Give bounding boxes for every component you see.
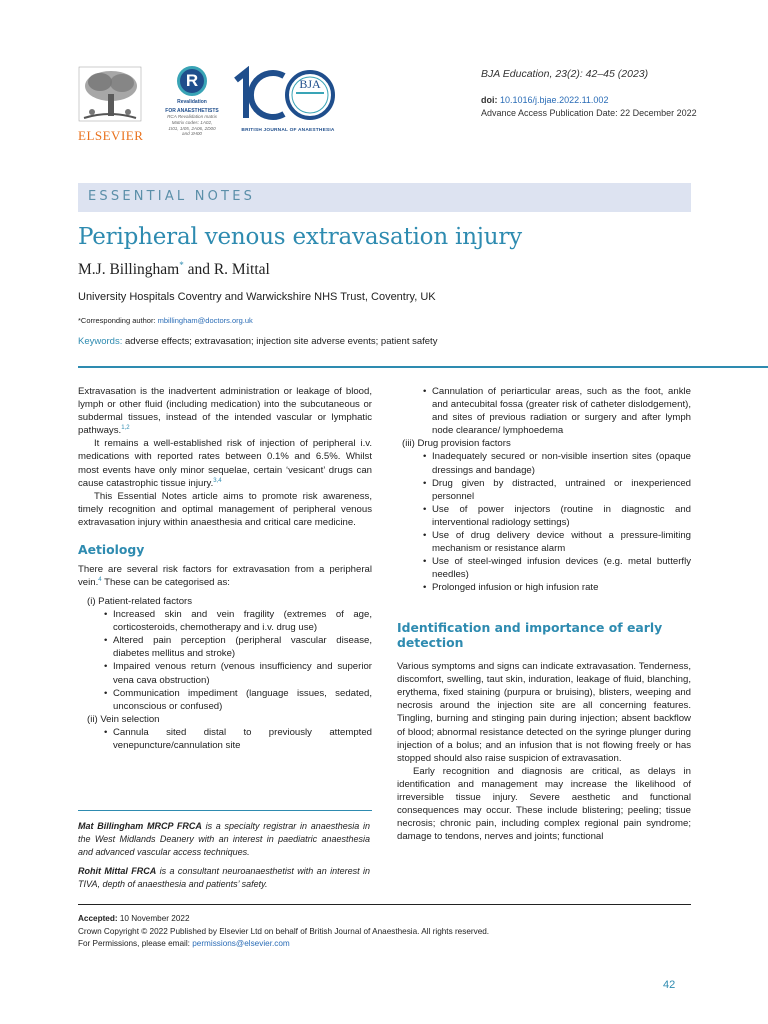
bio-name: Mat Billingham MRCP FRCA bbox=[78, 821, 202, 831]
section-banner bbox=[78, 183, 691, 212]
revalidation-line: Matrix codes: 1A02, bbox=[171, 119, 213, 125]
permissions-line: For Permissions, please email: permissions@elsevier.com bbox=[78, 939, 290, 949]
page-number: 42 bbox=[663, 979, 676, 991]
author-bio: Rohit Mittal FRCA is a consultant neuroanaesthetist with an interest in TIVA, depth of anaesthesia and patients’ safety. bbox=[78, 866, 370, 890]
accepted-line: Accepted: 10 November 2022 bbox=[78, 914, 190, 923]
keywords-rule bbox=[78, 366, 768, 368]
corresponding-prefix: *Corresponding author: bbox=[78, 316, 158, 325]
risk-list bbox=[423, 450, 691, 594]
keywords-label: Keywords: bbox=[78, 336, 123, 347]
permissions-email-link[interactable]: permissions@elsevier.com bbox=[192, 939, 290, 949]
author-first: M.J. Billingham bbox=[78, 261, 180, 279]
affiliation: University Hospitals Coventry and Warwickshire NHS Trust, Coventry, UK bbox=[78, 291, 436, 303]
heading-aetiology: Aetiology bbox=[78, 542, 145, 558]
author-bio: Mat Billingham MRCP FRCA is a specialty registrar in anaesthesia in the West Midlands Deanery with an interest in paediatric anaesthesia and advanced vascular access techniques. bbox=[78, 821, 370, 858]
risk-group-label: (ii) Vein selection bbox=[87, 713, 160, 725]
keywords bbox=[78, 336, 437, 347]
elsevier-tree-icon bbox=[78, 66, 142, 122]
elsevier-logo bbox=[78, 66, 144, 143]
list-item: • Communication impediment (language issues, sedated, unconscious or confused) bbox=[104, 687, 372, 713]
section-banner-label: ESSENTIAL NOTES bbox=[88, 189, 256, 204]
corresponding-email-link[interactable]: mbillingham@doctors.org.uk bbox=[157, 316, 253, 325]
footer bbox=[78, 913, 691, 951]
list-item: • Use of steel-winged infusion devices (e.g. metal butterfly needles) bbox=[423, 555, 691, 581]
right-column bbox=[397, 385, 691, 843]
risk-list bbox=[104, 608, 372, 713]
list-item: • Prolonged infusion or high infusion rate bbox=[423, 581, 691, 594]
left-column bbox=[78, 385, 372, 752]
corresponding-star[interactable]: * bbox=[179, 260, 184, 270]
list-item: • Cannula sited distal to previously attempted venepuncture/cannulation site bbox=[104, 726, 372, 752]
intro-paragraph: This Essential Notes article aims to promote risk awareness, timely recognition and optimal management of peripheral venous extravasation injury within anaesthesia and critical care medicine. bbox=[78, 490, 372, 528]
journal-citation: BJA Education, 23(2): 42–45 (2023) bbox=[481, 68, 649, 80]
list-item: • Use of drug delivery device without a pressure-limiting mechanism or resistance alarm bbox=[423, 529, 691, 555]
keywords-list: adverse effects; extravasation; injection site adverse events; patient safety bbox=[125, 336, 438, 347]
citation-ref[interactable]: 3,4 bbox=[213, 477, 222, 484]
copyright-line: Crown Copyright © 2022 Published by Elsevier Ltd on behalf of British Journal of Anaesthesia. All rights reserved. bbox=[78, 926, 490, 936]
revalidation-title: Revalidation bbox=[177, 99, 207, 105]
author-line bbox=[78, 260, 270, 279]
bja-caption: BRITISH JOURNAL OF ANAESTHESIA bbox=[241, 128, 335, 133]
revalidation-r-icon: R bbox=[177, 66, 207, 96]
accepted-label: Accepted: bbox=[78, 914, 118, 923]
journal-reference bbox=[481, 68, 721, 118]
bja-100-logo bbox=[232, 66, 344, 136]
citation-ref[interactable]: 4 bbox=[98, 576, 102, 583]
list-item: • Increased skin and vein fragility (extremes of age, corticosteroids, chemotherapy and i.v. drug use) bbox=[104, 608, 372, 634]
risk-group-label: (i) Patient-related factors bbox=[87, 596, 193, 608]
list-item: • Cannulation of periarticular areas, such as the foot, ankle and antecubital fossa (greater risk of catheter dislodgement), and sites of previous radiation or surgery and after lymph node clearance/ lymphoedema bbox=[423, 385, 691, 437]
citation-ref[interactable]: 1,2 bbox=[121, 425, 130, 432]
revalidation-line: and 3H00 bbox=[182, 131, 202, 137]
doi-label: doi: bbox=[481, 95, 498, 105]
bja-100-icon bbox=[232, 66, 344, 122]
footer-rule bbox=[78, 904, 691, 905]
author-bios bbox=[78, 820, 370, 891]
list-item: • Impaired venous return (venous insufficiency and superior vena cava obstruction) bbox=[104, 660, 372, 686]
svg-text:BJA: BJA bbox=[299, 77, 321, 91]
advance-access-date: Advance Access Publication Date: 22 December 2022 bbox=[481, 108, 697, 118]
intro-paragraph: Extravasation is the inadvertent administration or leakage of blood, lymph or other fluid (including medication) into the subcutaneous or subdermal tissues, instead of the intended vascular or lymphatic pathways.$^{1,2}$ bbox=[78, 386, 372, 437]
revalidation-line: 1I01, 1I05, 2A06, 2D00 bbox=[168, 125, 216, 131]
list-item: • Altered pain perception (peripheral vascular disease, diabetes mellitus and stroke) bbox=[104, 634, 372, 660]
aetiology-paragraph: There are several risk factors for extravasation from a peripheral vein.$^4$ These can be categorised as: bbox=[78, 563, 372, 588]
revalidation-logo bbox=[163, 66, 221, 148]
bio-rule bbox=[78, 810, 372, 811]
doi-link[interactable]: 10.1016/j.bjae.2022.11.002 bbox=[500, 95, 609, 105]
list-item: • Drug given by distracted, untrained or inexperienced personnel bbox=[423, 477, 691, 503]
risk-list bbox=[104, 726, 372, 752]
author-rest: and R. Mittal bbox=[183, 261, 270, 279]
elsevier-wordmark: ELSEVIER bbox=[78, 128, 144, 143]
risk-list bbox=[423, 385, 691, 437]
revalidation-subtitle: FOR ANAESTHETISTS bbox=[165, 108, 219, 114]
article-title: Peripheral venous extravasation injury bbox=[78, 224, 522, 250]
risk-group-label: (iii) Drug provision factors bbox=[402, 438, 511, 450]
identification-paragraph: Early recognition and diagnosis are critical, as delays in identification and management may increase the likelihood of irreversible tissue injury. Severe aesthetic and functional consequences may occur. These include blistering; peeling; tissue necrosis; chronic pain, including complex regional pain syndrome; damage to tendons, nerves and joints; functional bbox=[397, 765, 691, 843]
list-item: • Inadequately secured or non-visible insertion sites (opaque dressings and bandage) bbox=[423, 450, 691, 476]
identification-paragraph: Various symptoms and signs can indicate extravasation. Tenderness, discomfort, swelling, taut skin, induration, leakage of fluid, blanching, erythema, fixed staining (purpura or bruising), blisters, weeping and necrosis around the injection site are all concerning features. Tingling, burning and stinging pain during injection; absent backflow of blood; abnormal resistance detected on the syringe plunger during injection of a bolus; and an infusion that is not flowing freely or has stopped should also raise suspicion of extravasation. bbox=[397, 661, 691, 764]
list-item: • Use of power injectors (routine in diagnostic and interventional radiology settings) bbox=[423, 503, 691, 529]
doi-line bbox=[481, 95, 721, 105]
revalidation-line: RCA Revalidation matrix bbox=[167, 114, 217, 119]
bio-name: Rohit Mittal FRCA bbox=[78, 866, 157, 877]
heading-identification: Identification and importance of early detection bbox=[397, 619, 663, 651]
intro-paragraph: It remains a well-established risk of injection of peripheral i.v. medications with reported rates between 0.1% and 6.5%. Whilst most events have only minor sequelae, certain ‘vesicant’ drugs can cause catastrophic tissue injury.$^{3,4}$ bbox=[78, 438, 372, 489]
corresponding-author bbox=[78, 316, 253, 325]
